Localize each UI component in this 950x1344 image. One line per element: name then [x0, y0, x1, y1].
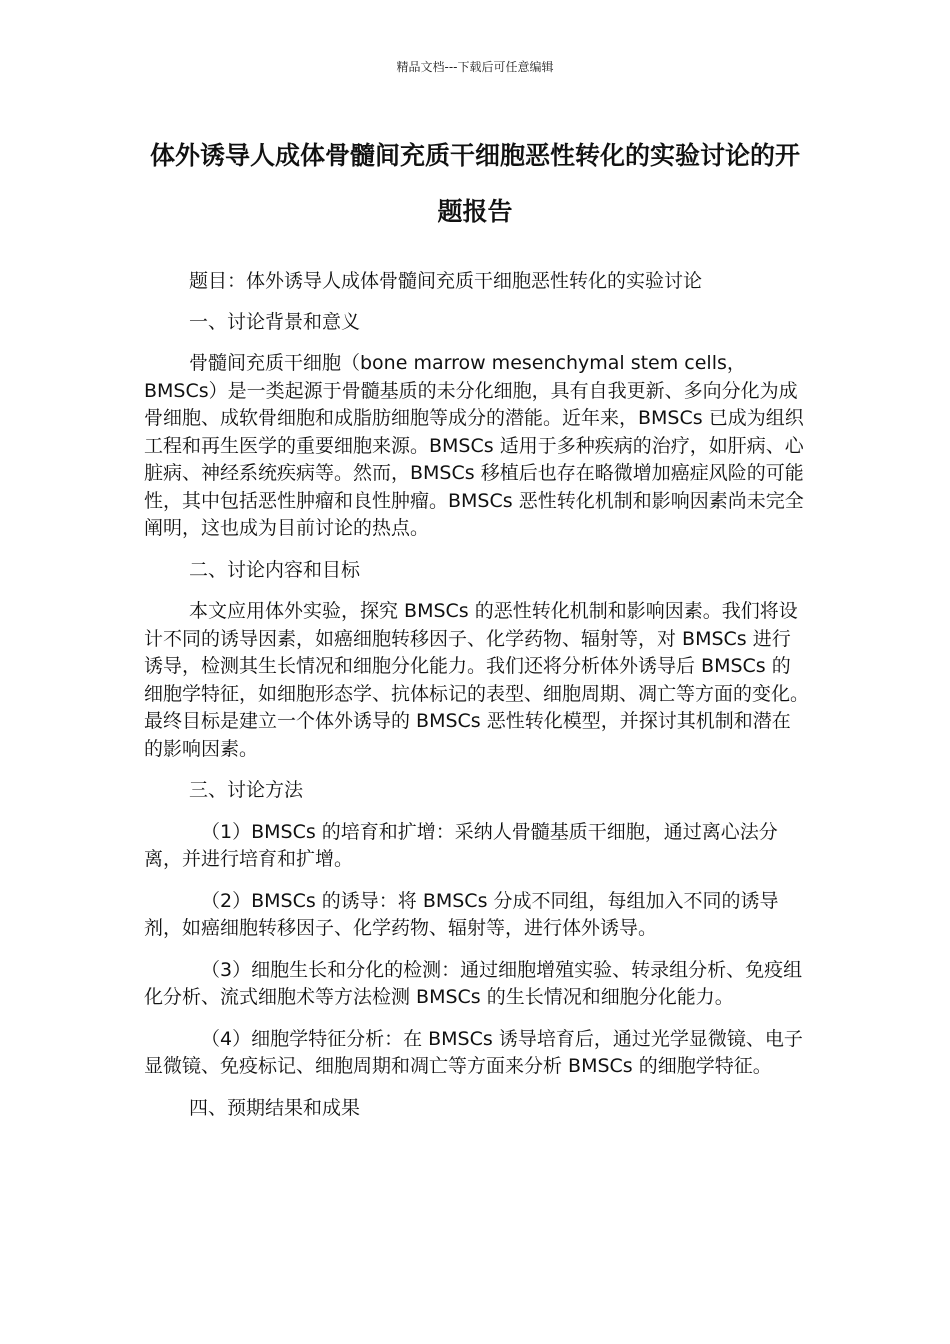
section-heading-background: 一、讨论背景和意义 — [189, 310, 361, 333]
header-note: 精品文档---下载后可任意编辑 — [396, 60, 554, 74]
section-heading-expected-results: 四、预期结果和成果 — [189, 1096, 361, 1119]
document-title: 体外诱导人成体骨髓间充质干细胞恶性转化的实验讨论的开题报告 — [149, 141, 800, 226]
method-item: （1）BMSCs 的培育和扩增：采纳人骨髓基质干细胞，通过离心法分离，并进行培育和扩增。 — [144, 820, 778, 870]
paragraph-content-goals: 本文应用体外实验，探究 BMSCs 的恶性转化机制和影响因素。我们将设计不同的诱导因素，如癌细胞转移因子、化学药物、辐射等，对 BMSCs 进行诱导，检测其生长情况和细胞分化能力。我们还将分析体外诱导后 BMSCs 的细胞学特征，如细胞形态学、抗体标记的表型、细胞周期、凋亡等方面的变化。最终目标是建立一个体外诱导的 BMSCs 恶性转化模型，并探讨其机制和潜在的影响因素。 — [144, 600, 810, 760]
document-body — [144, 268, 809, 1136]
method-item: （2）BMSCs 的诱导：将 BMSCs 分成不同组，每组加入不同的诱导剂，如癌细胞转移因子、化学药物、辐射等，进行体外诱导。 — [144, 889, 779, 939]
method-item: （3）细胞生长和分化的检测：通过细胞增殖实验、转录组分析、免疫组化分析、流式细胞术等方法检测 BMSCs 的生长情况和细胞分化能力。 — [144, 958, 803, 1008]
section-heading-content-goals: 二、讨论内容和目标 — [189, 558, 361, 581]
paragraph-background: 骨髓间充质干细胞（bone marrow mesenchymal stem cells，BMSCs）是一类起源于骨髓基质的未分化细胞，具有自我更新、多向分化为成骨细胞、成软骨细胞和成脂肪细胞等成分的潜能。近年来，BMSCs 已成为组织工程和再生医学的重要细胞来源。BMSCs 适用于多种疾病的治疗，如肝病、心脏病、神经系统疾病等。然而，BMSCs 移植后也存在略微增加癌症风险的可能性，其中包括恶性肿瘤和良性肿瘤。BMSCs 恶性转化机制和影响因素尚未完全阐明，这也成为目前讨论的热点。 — [144, 352, 804, 539]
section-heading-methods: 三、讨论方法 — [189, 779, 304, 801]
topic-line: 题目：体外诱导人成体骨髓间充质干细胞恶性转化的实验讨论 — [189, 270, 703, 292]
method-item: （4）细胞学特征分析：在 BMSCs 诱导培育后，通过光学显微镜、电子显微镜、免疫标记、细胞周期和凋亡等方面来分析 BMSCs 的细胞学特征。 — [144, 1027, 803, 1077]
